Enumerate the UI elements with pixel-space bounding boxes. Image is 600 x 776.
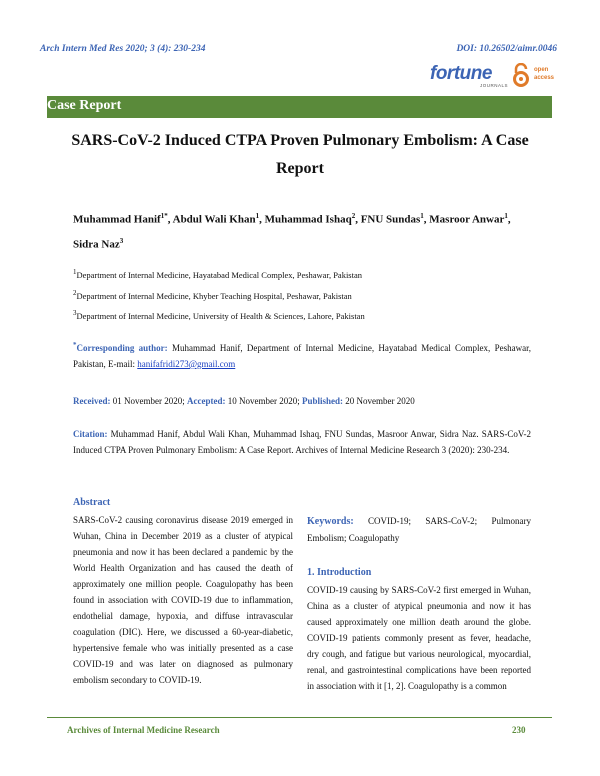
author-name: Muhammad Ishaq (264, 213, 352, 226)
affiliation-2 (73, 289, 352, 301)
received-date: 01 November 2020; (110, 396, 187, 406)
corresponding-mark: * (73, 341, 77, 349)
open-access-label-line2: access (534, 75, 555, 81)
introduction-text: COVID-19 causing by SARS-CoV-2 first emerged in Wuhan, China as a cluster of atypical pneumonia and now it has caused approximately one million death around the globe. COVID-19 patients commonly present as fever, headache, dry cough, and fatigue but various neurological, myocardial, renal, and gastrointestinal complications have been reported in association with it [1, 2]. Coagulopathy is a common (307, 585, 531, 691)
published-date: 20 November 2020 (342, 396, 415, 406)
affiliation-text: Department of Internal Medicine, Hayatabad Medical Complex, Peshawar, Pakistan (76, 269, 362, 280)
corresponding-author (73, 337, 531, 372)
footer-divider (47, 717, 552, 718)
abstract-heading: Abstract (73, 497, 111, 508)
page-number: 230 (512, 725, 526, 735)
article-type-label: Case Report (47, 98, 122, 113)
keywords (307, 513, 531, 547)
author-affiliation-mark: 2 (351, 212, 356, 220)
article-type-band (47, 96, 552, 118)
open-access-lock-icon (510, 63, 532, 87)
affiliation-text: Department of Internal Medicine, Khyber Teaching Hospital, Peshawar, Pakistan (76, 290, 352, 301)
corresponding-text: Muhammad Hanif, Department of Internal Medicine, Hayatabad Medical Complex, Peshawar, Pakistan, E-mail: (73, 343, 531, 369)
author-name: Sidra Naz (73, 238, 120, 251)
affiliation-number: 2 (73, 289, 77, 297)
author-affiliation-mark: 1 (504, 212, 508, 220)
email-link[interactable]: hanifafridi273@gmail.com (137, 359, 236, 369)
citation-text: Muhammad Hanif, Abdul Wali Khan, Muhammad Ishaq, FNU Sundas, Masroor Anwar, Sidra Naz. SARS-CoV-2 Induced CTPA Proven Pulmonary Embolism: A Case Report. Archives of Internal Medicine Research 3 (2020): 230-234. (73, 429, 531, 455)
logo-subtext: JOURNALS (480, 83, 509, 88)
keywords-label: Keywords: (307, 516, 354, 527)
author-separator: , (167, 213, 173, 226)
open-access-label-line1: open (534, 67, 549, 73)
author-affiliation-mark: 1* (160, 212, 168, 220)
article-dates (73, 393, 531, 409)
affiliation-number: 3 (73, 309, 77, 317)
corresponding-label: Corresponding author: (76, 343, 168, 353)
affiliation-1 (73, 268, 362, 280)
author-name: Abdul Wali Khan (172, 213, 256, 226)
author-list (73, 206, 533, 255)
doi-link[interactable]: DOI: 10.26502/aimr.0046 (456, 44, 557, 54)
author-affiliation-mark: 3 (119, 236, 124, 245)
author-separator: , (259, 213, 265, 226)
citation-label: Citation: (73, 429, 108, 439)
accepted-label: Accepted: (186, 396, 226, 406)
footer-journal-name: Archives of Internal Medicine Research (67, 725, 220, 735)
introduction-heading: 1. Introduction (307, 567, 372, 578)
author-name: Muhammad Hanif (73, 213, 161, 226)
author-affiliation-mark: 1 (420, 212, 424, 220)
received-label: Received: (73, 396, 111, 406)
author-separator: , (423, 213, 430, 226)
accepted-date: 10 November 2020; (225, 396, 302, 406)
affiliation-number: 1 (73, 268, 77, 276)
affiliation-3 (73, 309, 365, 321)
publisher-logo (430, 61, 560, 91)
citation (73, 426, 531, 458)
journal-reference: Arch Intern Med Res 2020; 3 (4): 230-234 (40, 44, 206, 54)
article-title: SARS-CoV-2 Induced CTPA Proven Pulmonary Embolism: A Case Report (71, 132, 529, 177)
author-name: Masroor Anwar (429, 213, 505, 226)
affiliation-text: Department of Internal Medicine, University of Health & Sciences, Lahore, Pakistan (76, 310, 365, 321)
author-affiliation-mark: 1 (255, 212, 260, 220)
keywords-text: COVID-19; SARS-CoV-2; Pulmonary Embolism; Coagulopathy (307, 516, 531, 543)
published-label: Published: (301, 396, 343, 406)
author-name: FNU Sundas (360, 213, 421, 226)
logo-wordmark: fortune (430, 63, 492, 84)
abstract-text: SARS-CoV-2 causing coronavirus disease 2019 emerged in Wuhan, China in December 2019 as a cluster of atypical pneumonia and now it has been declared a pandemic by the World Health Organization and has caused the death of approximately one million people. Coagulopathy has been found in association with COVID-19 due to inflammation, endothelial damage, hypoxia, and diffuse intravascular coagulation (DIC). Here, we discussed a 60-year-diabetic, hypertensive female who was initially presented as a case COVID-19 and was later on diagnosed as pulmonary embolism secondary to COVID-19. (73, 515, 293, 685)
author-separator: , (507, 213, 511, 226)
author-separator: , (355, 213, 361, 226)
